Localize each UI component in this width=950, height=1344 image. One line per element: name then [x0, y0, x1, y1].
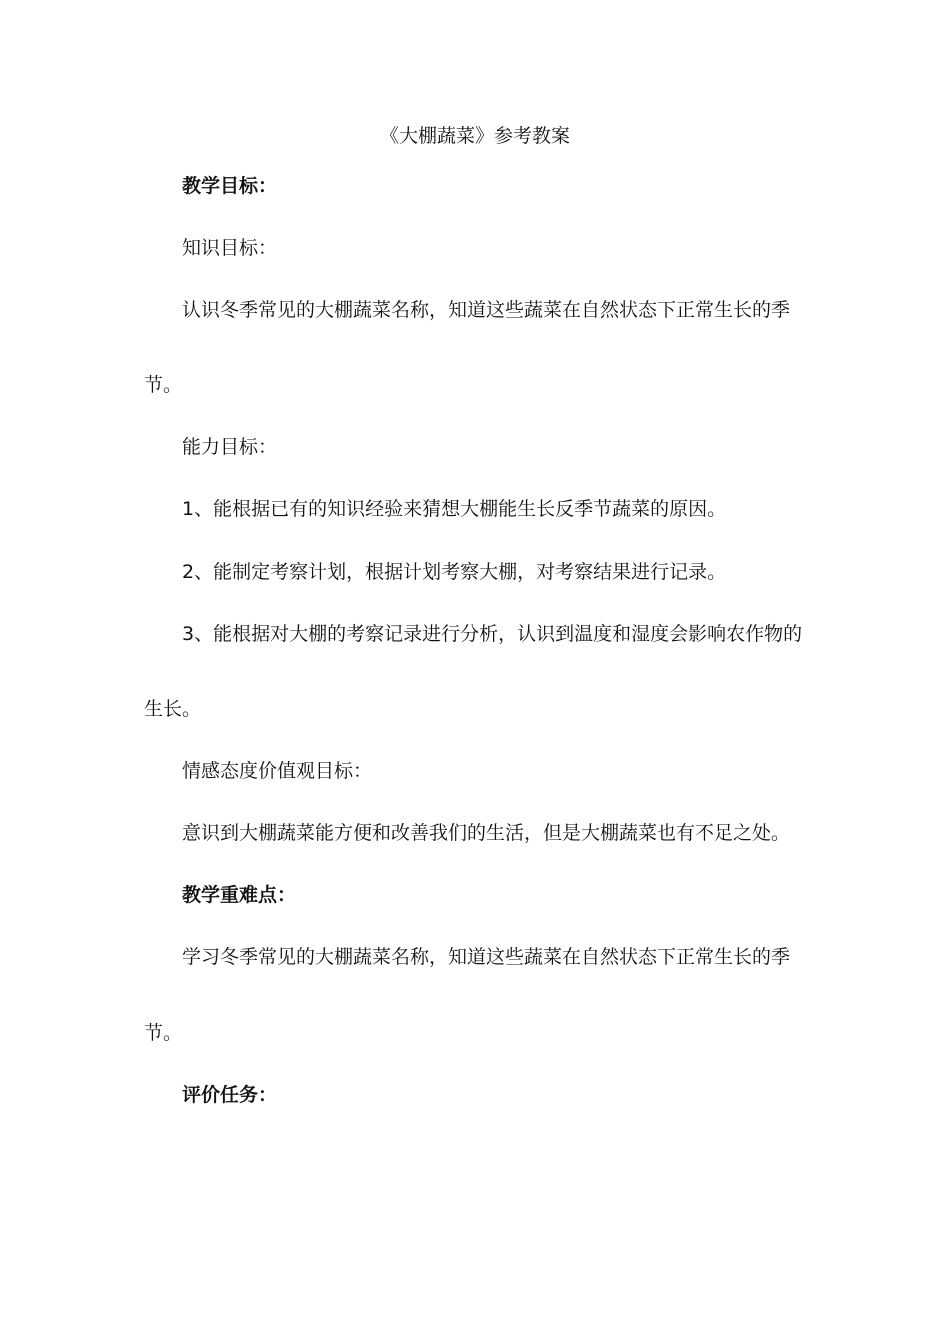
key-points-text-line1: 学习冬季常见的大棚蔬菜名称，知道这些蔬菜在自然状态下正常生长的季	[182, 946, 791, 968]
heading-teaching-goals: 教学目标：	[182, 175, 278, 197]
heading-evaluation-tasks: 评价任务：	[182, 1084, 278, 1106]
ability-goal-item-3-line2: 生长。	[144, 698, 202, 720]
key-points-text-line2: 节。	[144, 1022, 183, 1044]
knowledge-goal-label: 知识目标：	[182, 237, 278, 259]
document-title: 《大棚蔬菜》参考教案	[379, 125, 570, 147]
ability-goal-item-2: 2、能制定考察计划，根据计划考察大棚，对考察结果进行记录。	[182, 561, 727, 583]
emotion-goal-label: 情感态度价值观目标：	[182, 760, 373, 782]
knowledge-goal-text-line1: 认识冬季常见的大棚蔬菜名称，知道这些蔬菜在自然状态下正常生长的季	[182, 299, 791, 321]
heading-key-points: 教学重难点：	[182, 884, 297, 906]
knowledge-goal-text-line2: 节。	[144, 374, 183, 396]
ability-goal-label: 能力目标：	[182, 436, 278, 458]
emotion-goal-text: 意识到大棚蔬菜能方便和改善我们的生活，但是大棚蔬菜也有不足之处。	[182, 822, 791, 844]
ability-goal-item-1: 1、能根据已有的知识经验来猜想大棚能生长反季节蔬菜的原因。	[182, 498, 727, 520]
ability-goal-item-3-line1: 3、能根据对大棚的考察记录进行分析，认识到温度和湿度会影响农作物的	[182, 623, 803, 645]
